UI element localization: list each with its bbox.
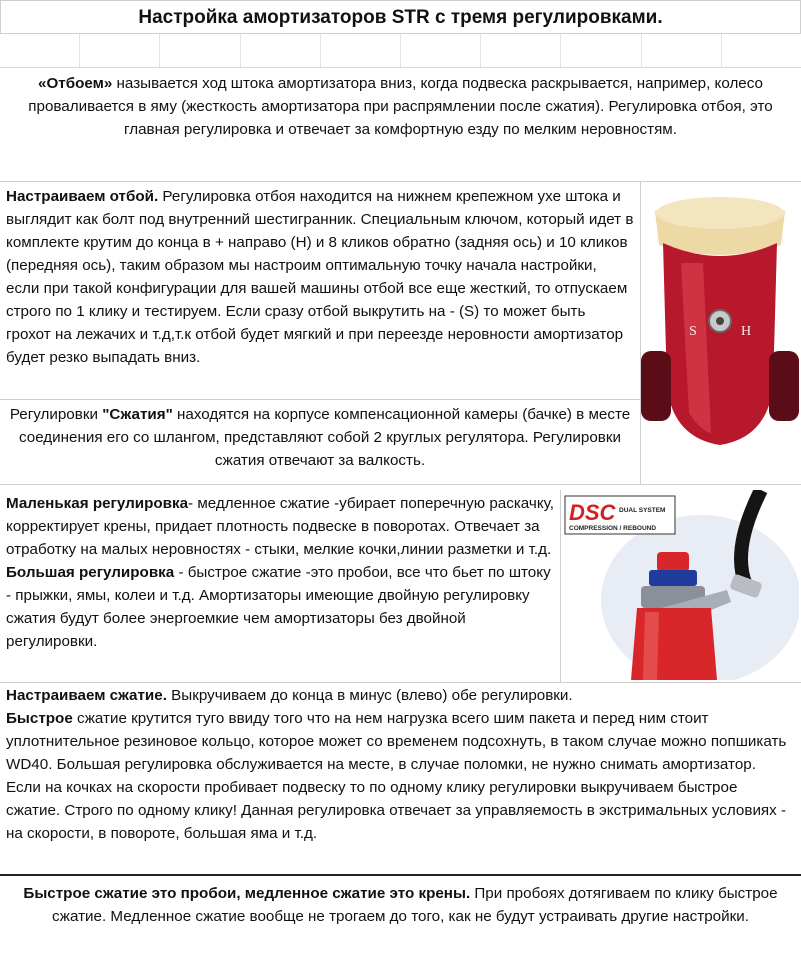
dsc-tag-1: DUAL SYSTEM bbox=[619, 507, 666, 514]
page-title: Настройка амортизаторов STR с тремя регулировками. bbox=[0, 0, 801, 34]
compression-term: "Сжатия" bbox=[102, 406, 173, 423]
summary-heading: Быстрое сжатие это пробои, медленное сжатие это крены. bbox=[23, 885, 471, 902]
rebound-setup bbox=[0, 182, 640, 400]
compression-setup-text-1: Выкручиваем до конца в минус (влево) обе регулировки. bbox=[166, 687, 573, 704]
rebound-setup-text: Регулировка отбоя находится на нижнем крепежном ухе штока и выглядит как болт под внутренний шестигранник. Специальным ключом, который идет в комплекте крутим до конца в + направо (H) и 8 кликов обратно (задняя ось) и 10 кликов (передняя ось), таким образом мы настроим оптимальную точку начала настройки, если при такой конфигурации для вашей машины отбой все еще жесткий, то отпускаем строго по 1 клику и тестируем. Если сразу отбой выкрутить на - (S) то может быть грохот на лежачих и т.д,т.к отбой будет мягкий и при переезде неровности амортизатор будет резко выпадать вниз. bbox=[6, 188, 634, 366]
summary-text: При пробоях дотягиваем по клику быстрое сжатие. Медленное сжатие вообще не трогаем до того, как не будут устраивать другие настройки. bbox=[52, 885, 778, 925]
compression-intro bbox=[0, 400, 640, 484]
compression-adjusters bbox=[0, 490, 560, 682]
compression-setup-text-2: сжатие крутится туго ввиду того что на нем нагрузка всего шим пакета и перед ним стоит уплотнительное резиновое кольцо, которое может со временем подсохнуть, в таком случае можно попшикать WD40. Большая регулировка обслуживается на месте, в случае поломки, не нужно снимать амортизатор. Если на кочках на скорости пробивает подвеску то по одному клику регулировки выкручиваем быстрое сжатие. Строго по одному клику! Данная регулировка отвечает за управляемость в экстримальных условиях - на скорости, в повороте, большая яма и т.д. bbox=[6, 710, 787, 842]
small-adjuster-heading: Маленькая регулировка bbox=[6, 495, 189, 512]
compression-intro-text: находятся на корпусе компенсационной камеры (бачке) в месте соединения его со шлангом, представляют собой 2 круглых регулятора. Регулировки сжатия отвечают за валкость. bbox=[18, 406, 631, 469]
mark-s: S bbox=[689, 324, 697, 339]
rebound-setup-heading: Настраиваем отбой. bbox=[6, 188, 159, 205]
big-adjuster-text: - быстрое сжатие -это пробои, все что бьет по штоку - прыжки, ямы, колеи и т.д. Амортизаторы имеющие двойную регулировку сжатия будут более энергоемкие чем амортизаторы без двойной регулировки. bbox=[6, 564, 551, 650]
summary bbox=[0, 874, 801, 962]
dsc-logo: DSC bbox=[569, 500, 616, 525]
fast-compression-term: Быстрое bbox=[6, 710, 73, 727]
rebound-term: «Отбоем» bbox=[38, 75, 113, 92]
dsc-adjuster-photo bbox=[561, 490, 799, 680]
empty-grid-row bbox=[0, 34, 801, 68]
shock-rebound-photo bbox=[641, 183, 799, 463]
compression-setup-heading: Настраиваем сжатие. bbox=[6, 687, 167, 704]
rebound-intro-text: называется ход штока амортизатора вниз, когда подвеска раскрывается, например, колесо проваливается в яму (жесткость амортизатора при распрямлении после сжатия). Регулировка отбоя, это главная регулировка и отвечает за комфортную езду по мелким неровностям. bbox=[28, 75, 773, 138]
compression-intro-prefix: Регулировки bbox=[9, 406, 103, 423]
compression-setup bbox=[0, 682, 801, 874]
rebound-intro bbox=[0, 68, 801, 182]
big-adjuster-heading: Большая регулировка bbox=[6, 564, 175, 581]
mark-h: H bbox=[741, 324, 752, 339]
small-adjuster-text: - медленное сжатие -убирает поперечную раскачку, корректирует крены, придает плотность подвеске в поворотах. Отвечает за отработку на малых неровностях - стыки, мелкие кочки,линии разметки и т.д. bbox=[6, 495, 554, 558]
dsc-tag-2: COMPRESSION / REBOUND bbox=[569, 525, 657, 532]
